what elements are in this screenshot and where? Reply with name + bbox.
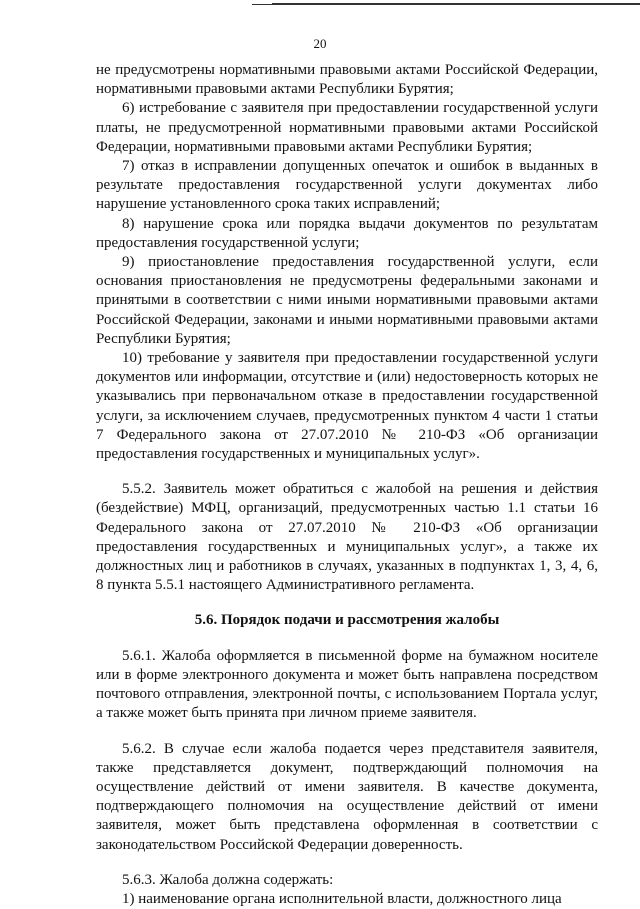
paragraph-item-10: 10) требование у заявителя при предоставлении государственной услуги документов или информации, отсутствие и (или) недостоверность которых не указывались при первоначальном отказе в предоставлении государственной услуги, за исключением случаев, предусмотренных пунктом 4 части 1 статьи 7 Федерального закона от 27.07.2010 № 210-ФЗ «Об организации предоставления государственных и муниципальных услуг».	[96, 350, 598, 463]
spacer	[96, 724, 598, 740]
paragraph-item-6: 6) истребование с заявителя при предоставлении государственной услуги платы, не предусмотренной нормативными правовыми актами Российской Федерации, нормативными правовыми актами Республики Бурятия;	[96, 100, 598, 155]
paragraph-5-6-3: 5.6.3. Жалоба должна содержать:	[122, 871, 334, 888]
top-rule-left	[252, 4, 272, 5]
paragraph-continuation: не предусмотрены нормативными правовыми актами Российской Федерации, нормативными правовыми актами Республики Бурятия;	[96, 62, 598, 98]
paragraph-5-6-3-item-1: 1) наименование органа исполнительной власти, должностного лица	[122, 890, 562, 907]
paragraph-item-7: 7) отказ в исправлении допущенных опечаток и ошибок в выданных в результате предоставления государственной услуги документах либо нарушение установленного срока таких исправлений;	[96, 158, 598, 213]
section-heading: 5.6. Порядок подачи и рассмотрения жалобы	[194, 612, 500, 629]
page-number: 20	[313, 36, 327, 51]
spacer	[96, 855, 598, 871]
paragraph-5-5-2: 5.5.2. Заявитель может обратиться с жалобой на решения и действия (бездействие) МФЦ, организаций, предусмотренных частью 1.1 статьи 16 Федерального закона от 27.07.2010 № 210-ФЗ «Об организации предоставления государственных и муниципальных услуг», а также их должностных лиц и работников в случаях, указанных в подпунктах 1, 3, 4, 6, 8 пункта 5.5.1 настоящего Административного регламента.	[96, 481, 598, 594]
paragraph-item-9: 9) приостановление предоставления государственной услуги, если основания приостановления не предусмотрены федеральными законами и принятыми в соответствии с ними иными нормативными правовыми актами Российской Федерации, законами и иными нормативными правовыми актами Республики Бурятия;	[96, 254, 598, 347]
top-rule	[272, 3, 640, 5]
spacer	[96, 595, 598, 611]
paragraph-5-6-1: 5.6.1. Жалоба оформляется в письменной форме на бумажном носителе или в форме электронного документа и может быть направлена посредством почтового отправления, электронной почты, с использованием Портала услуг, а также может быть принята при личном приеме заявителя.	[96, 647, 598, 722]
spacer	[96, 631, 598, 647]
paragraph-item-8: 8) нарушение срока или порядка выдачи документов по результатам предоставления государственной услуги;	[96, 215, 598, 251]
spacer	[96, 464, 598, 480]
document-body	[96, 61, 598, 909]
paragraph-5-6-2: 5.6.2. В случае если жалоба подается через представителя заявителя, также представляется документ, подтверждающий полномочия на осуществление действий от имени заявителя. В качестве документа, подтверждающего полномочия на осуществление действий от имени заявителя, может быть представлена оформленная в соответствии с законодательством Российской Федерации доверенность.	[96, 740, 598, 853]
